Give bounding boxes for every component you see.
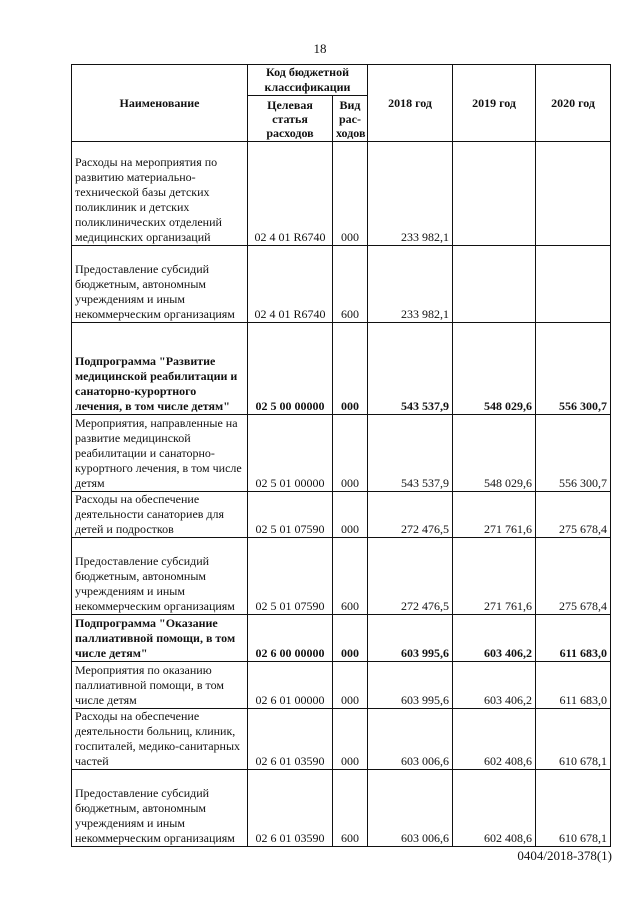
table-row xyxy=(72,709,611,770)
table-cell-code: 02 6 01 03590 xyxy=(248,709,333,770)
table-cell-2018: 603 995,6 xyxy=(368,662,453,709)
table-cell-code: 02 5 01 00000 xyxy=(248,415,333,492)
table-cell-name: Предоставление субсидий бюджетным, автономным учреждениям и иным некоммерческим организациям xyxy=(72,538,248,615)
table-cell-2018: 233 982,1 xyxy=(368,142,453,246)
table-row xyxy=(72,246,611,323)
table-cell-2019: 271 761,6 xyxy=(453,538,536,615)
table-cell-name: Мероприятия, направленные на развитие медицинской реабилитации и санаторно-курортного лечения, в том числе детям xyxy=(72,415,248,492)
table-cell-2020: 556 300,7 xyxy=(536,415,611,492)
table-row xyxy=(72,323,611,415)
table-cell-2020: 611 683,0 xyxy=(536,662,611,709)
table-cell-2018: 543 537,9 xyxy=(368,415,453,492)
table-cell-2018: 603 006,6 xyxy=(368,709,453,770)
table-cell-2018: 272 476,5 xyxy=(368,492,453,538)
table-cell-name: Предоставление субсидий бюджетным, автономным учреждениям и иным некоммерческим организациям xyxy=(72,246,248,323)
table-cell-name: Расходы на обеспечение деятельности больниц, клиник, госпиталей, медико-санитарных частей xyxy=(72,709,248,770)
table-cell-2020: 610 678,1 xyxy=(536,709,611,770)
table-cell-2018: 603 006,6 xyxy=(368,770,453,847)
table-row xyxy=(72,492,611,538)
table-cell-2020 xyxy=(536,142,611,246)
header-name: Наименование xyxy=(72,65,248,142)
table-cell-name: Мероприятия по оказанию паллиативной помощи, в том числе детям xyxy=(72,662,248,709)
table-cell-code: 02 4 01 R6740 xyxy=(248,142,333,246)
document-number: 0404/2018-378(1) xyxy=(517,848,612,863)
table-cell-code: 02 6 01 03590 xyxy=(248,770,333,847)
table-cell-name: Расходы на мероприятия по развитию материально-технической базы детских поликлиник и детских поликлинических отделений медицинских организаций xyxy=(72,142,248,246)
table-cell-kind: 000 xyxy=(333,415,368,492)
table-cell-2018: 272 476,5 xyxy=(368,538,453,615)
table-cell-2019: 603 406,2 xyxy=(453,662,536,709)
header-code-group: Код бюджетной классификации xyxy=(248,65,368,96)
table-cell-2019 xyxy=(453,246,536,323)
budget-table xyxy=(71,64,611,847)
header-2019: 2019 год xyxy=(453,65,536,142)
table-cell-name: Расходы на обеспечение деятельности санаториев для детей и подростков xyxy=(72,492,248,538)
table-cell-2020: 275 678,4 xyxy=(536,538,611,615)
header-target-article: Целевая статья расходов xyxy=(248,96,333,142)
table-cell-kind: 600 xyxy=(333,538,368,615)
table-cell-kind: 600 xyxy=(333,770,368,847)
table-cell-kind: 000 xyxy=(333,323,368,415)
table-cell-code: 02 4 01 R6740 xyxy=(248,246,333,323)
table-row xyxy=(72,770,611,847)
table-cell-kind: 000 xyxy=(333,615,368,662)
table-cell-code: 02 5 00 00000 xyxy=(248,323,333,415)
table-cell-2018: 233 982,1 xyxy=(368,246,453,323)
table-row xyxy=(72,415,611,492)
table-row xyxy=(72,615,611,662)
table-cell-2020: 275 678,4 xyxy=(536,492,611,538)
table-cell-2019 xyxy=(453,142,536,246)
table-cell-2019: 603 406,2 xyxy=(453,615,536,662)
table-cell-2019: 602 408,6 xyxy=(453,709,536,770)
header-expense-kind: Вид рас-ходов xyxy=(333,96,368,142)
table-cell-2018: 543 537,9 xyxy=(368,323,453,415)
table-cell-kind: 600 xyxy=(333,246,368,323)
table-row xyxy=(72,142,611,246)
table-cell-code: 02 5 01 07590 xyxy=(248,492,333,538)
table-cell-2020: 610 678,1 xyxy=(536,770,611,847)
table-cell-2020: 611 683,0 xyxy=(536,615,611,662)
header-2020: 2020 год xyxy=(536,65,611,142)
table-cell-code: 02 6 01 00000 xyxy=(248,662,333,709)
table-cell-2018: 603 995,6 xyxy=(368,615,453,662)
table-cell-2020: 556 300,7 xyxy=(536,323,611,415)
table-cell-code: 02 6 00 00000 xyxy=(248,615,333,662)
table-row xyxy=(72,662,611,709)
table-cell-2019: 602 408,6 xyxy=(453,770,536,847)
table-cell-kind: 000 xyxy=(333,662,368,709)
table-cell-kind: 000 xyxy=(333,142,368,246)
table-row xyxy=(72,538,611,615)
table-cell-2020 xyxy=(536,246,611,323)
table-cell-2019: 271 761,6 xyxy=(453,492,536,538)
page-number: 18 xyxy=(313,41,327,56)
table-cell-name: Предоставление субсидий бюджетным, автономным учреждениям и иным некоммерческим организациям xyxy=(72,770,248,847)
table-cell-name: Подпрограмма "Развитие медицинской реабилитации и санаторно-курортного лечения, в том числе детям" xyxy=(72,323,248,415)
table-cell-kind: 000 xyxy=(333,492,368,538)
table-cell-kind: 000 xyxy=(333,709,368,770)
table-cell-2019: 548 029,6 xyxy=(453,323,536,415)
header-2018: 2018 год xyxy=(368,65,453,142)
table-body xyxy=(72,142,611,847)
table-cell-code: 02 5 01 07590 xyxy=(248,538,333,615)
table-cell-2019: 548 029,6 xyxy=(453,415,536,492)
table-cell-name: Подпрограмма "Оказание паллиативной помощи, в том числе детям" xyxy=(72,615,248,662)
